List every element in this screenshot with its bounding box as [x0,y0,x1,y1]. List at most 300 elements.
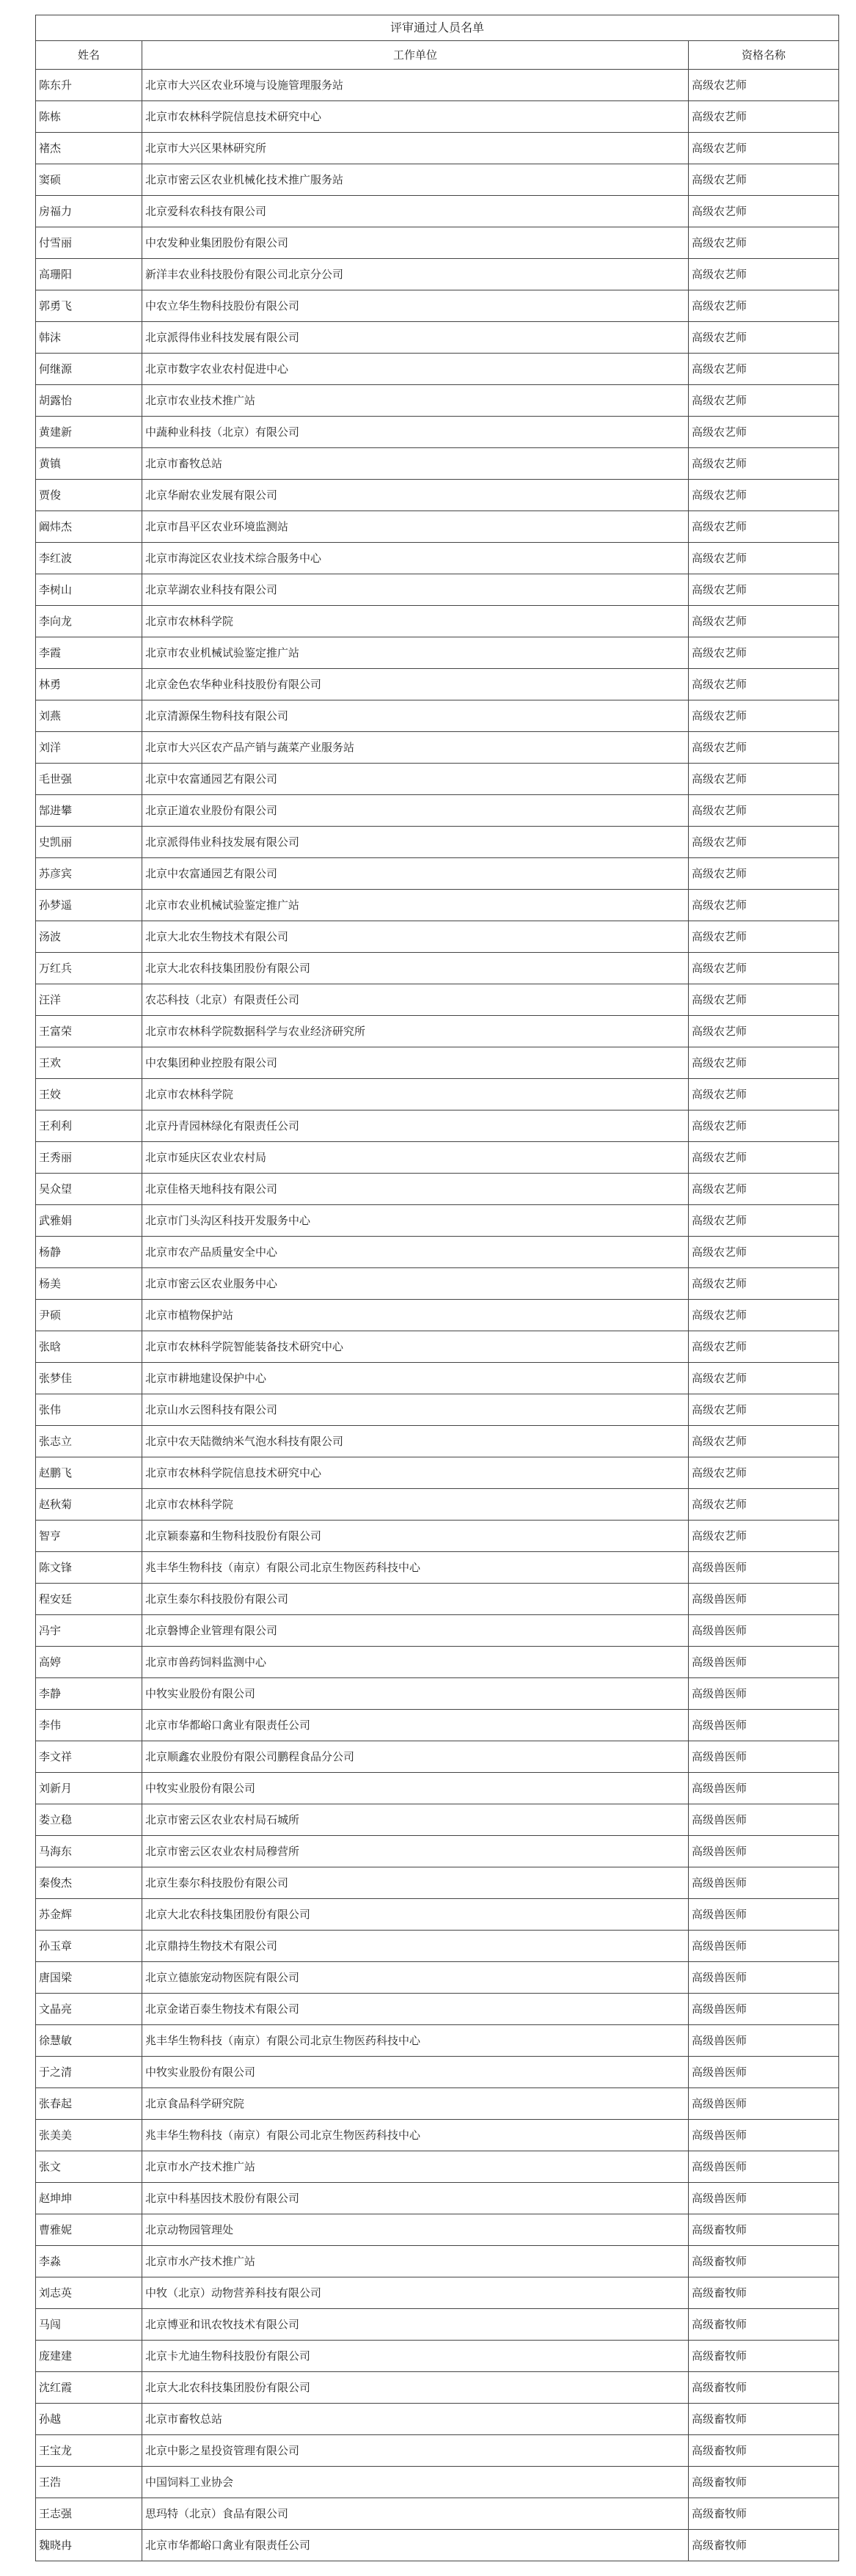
table-row [36,2151,839,2183]
table-row [36,1394,839,1426]
table-row [36,2025,839,2057]
table-row [36,1205,839,1237]
cell-employer: 中牧实业股份有限公司 [142,2057,689,2088]
cell-qualification: 高级农艺师 [689,858,839,890]
cell-employer: 北京中农天陆微纳米气泡水科技有限公司 [142,1426,689,1457]
cell-qualification: 高级兽医师 [689,1931,839,1962]
cell-employer: 北京市大兴区果林研究所 [142,133,689,164]
cell-qualification: 高级农艺师 [689,1363,839,1394]
cell-name: 张晗 [36,1331,142,1363]
cell-employer: 中农发种业集团股份有限公司 [142,227,689,259]
cell-name: 窦硕 [36,164,142,196]
cell-employer: 北京派得伟业科技发展有限公司 [142,827,689,858]
cell-name: 房福力 [36,196,142,227]
cell-qualification: 高级农艺师 [689,890,839,921]
table-row [36,858,839,890]
cell-employer: 北京金色农华种业科技股份有限公司 [142,669,689,700]
cell-employer: 北京市耕地建设保护中心 [142,1363,689,1394]
cell-name: 高珊阳 [36,259,142,290]
cell-employer: 北京派得伟业科技发展有限公司 [142,322,689,354]
cell-qualification: 高级农艺师 [689,133,839,164]
table-row [36,448,839,480]
cell-employer: 北京市农林科学院 [142,1489,689,1521]
cell-name: 付雪丽 [36,227,142,259]
cell-employer: 思玛特（北京）食品有限公司 [142,2498,689,2530]
cell-name: 汪洋 [36,984,142,1016]
cell-employer: 北京市畜牧总站 [142,448,689,480]
cell-name: 赵鹏飞 [36,1457,142,1489]
cell-name: 李向龙 [36,606,142,637]
cell-name: 庞建建 [36,2341,142,2372]
table-row [36,1678,839,1710]
cell-qualification: 高级畜牧师 [689,2246,839,2277]
cell-qualification: 高级兽医师 [689,2183,839,2214]
cell-employer: 北京市水产技术推广站 [142,2246,689,2277]
cell-name: 李伟 [36,1710,142,1741]
table-row [36,2467,839,2498]
cell-name: 智亨 [36,1521,142,1552]
table-row [36,1741,839,1773]
cell-employer: 北京中科基因技术股份有限公司 [142,2183,689,2214]
cell-name: 黄建新 [36,417,142,448]
table-row [36,2277,839,2309]
cell-employer: 北京市农林科学院信息技术研究中心 [142,1457,689,1489]
table-row [36,322,839,354]
table-row [36,2088,839,2120]
cell-name: 冯宇 [36,1615,142,1647]
table-row [36,1079,839,1110]
cell-qualification: 高级畜牧师 [689,2530,839,2561]
cell-qualification: 高级农艺师 [689,1300,839,1331]
cell-employer: 北京中影之星投资管理有限公司 [142,2435,689,2467]
cell-name: 何继源 [36,354,142,385]
cell-name: 黄镇 [36,448,142,480]
cell-qualification: 高级兽医师 [689,1994,839,2025]
cell-employer: 北京市海淀区农业技术综合服务中心 [142,543,689,574]
cell-qualification: 高级兽医师 [689,1552,839,1584]
table-row [36,2372,839,2404]
table-row [36,953,839,984]
cell-name: 胡露怡 [36,385,142,417]
cell-employer: 北京市农业技术推广站 [142,385,689,417]
cell-qualification: 高级农艺师 [689,1489,839,1521]
cell-qualification: 高级兽医师 [689,2057,839,2088]
cell-name: 杨美 [36,1268,142,1300]
cell-qualification: 高级农艺师 [689,417,839,448]
cell-employer: 北京正道农业股份有限公司 [142,795,689,827]
cell-employer: 北京磐博企业管理有限公司 [142,1615,689,1647]
cell-name: 韩沫 [36,322,142,354]
table-row [36,1426,839,1457]
cell-name: 于之清 [36,2057,142,2088]
cell-qualification: 高级农艺师 [689,448,839,480]
table-row [36,480,839,511]
cell-employer: 北京市植物保护站 [142,1300,689,1331]
table-row [36,1174,839,1205]
cell-name: 李文祥 [36,1741,142,1773]
table-row [36,795,839,827]
cell-employer: 北京市密云区农业机械化技术推广服务站 [142,164,689,196]
cell-name: 林勇 [36,669,142,700]
cell-qualification: 高级农艺师 [689,764,839,795]
cell-qualification: 高级农艺师 [689,290,839,322]
cell-name: 郭勇飞 [36,290,142,322]
table-row [36,1804,839,1836]
table-row [36,890,839,921]
cell-employer: 北京市农林科学院 [142,1079,689,1110]
cell-employer: 北京市密云区农业农村局穆营所 [142,1836,689,1867]
cell-employer: 北京爱科农科技有限公司 [142,196,689,227]
cell-employer: 北京山水云图科技有限公司 [142,1394,689,1426]
table-row [36,1615,839,1647]
cell-name: 毛世强 [36,764,142,795]
cell-name: 王姣 [36,1079,142,1110]
cell-qualification: 高级农艺师 [689,1079,839,1110]
cell-name: 陈东升 [36,70,142,101]
cell-qualification: 高级农艺师 [689,827,839,858]
table-row [36,1552,839,1584]
table-title: 评审通过人员名单 [36,15,839,41]
cell-qualification: 高级农艺师 [689,322,839,354]
cell-employer: 北京市昌平区农业环境监测站 [142,511,689,543]
cell-qualification: 高级农艺师 [689,385,839,417]
cell-employer: 新洋丰农业科技股份有限公司北京分公司 [142,259,689,290]
cell-qualification: 高级农艺师 [689,921,839,953]
table-header-row [36,41,839,70]
cell-qualification: 高级兽医师 [689,2088,839,2120]
cell-name: 王浩 [36,2467,142,2498]
cell-name: 阚炜杰 [36,511,142,543]
cell-name: 苏金辉 [36,1899,142,1931]
cell-employer: 中蔬种业科技（北京）有限公司 [142,417,689,448]
cell-qualification: 高级兽医师 [689,1647,839,1678]
cell-name: 杨静 [36,1237,142,1268]
cell-employer: 兆丰华生物科技（南京）有限公司北京生物医药科技中心 [142,1552,689,1584]
cell-employer: 北京中农富通园艺有限公司 [142,764,689,795]
cell-name: 张美美 [36,2120,142,2151]
cell-employer: 北京市数字农业农村促进中心 [142,354,689,385]
cell-name: 褚杰 [36,133,142,164]
cell-name: 赵坤坤 [36,2183,142,2214]
cell-name: 汤波 [36,921,142,953]
cell-name: 万红兵 [36,953,142,984]
table-row [36,1836,839,1867]
cell-name: 李霞 [36,637,142,669]
cell-employer: 农芯科技（北京）有限责任公司 [142,984,689,1016]
cell-qualification: 高级兽医师 [689,1867,839,1899]
cell-qualification: 高级畜牧师 [689,2309,839,2341]
cell-qualification: 高级农艺师 [689,70,839,101]
table-row [36,700,839,732]
cell-qualification: 高级兽医师 [689,1615,839,1647]
cell-employer: 北京大北农科技集团股份有限公司 [142,1899,689,1931]
table-row [36,2309,839,2341]
table-row [36,1457,839,1489]
cell-employer: 北京食品科学研究院 [142,2088,689,2120]
cell-name: 刘新月 [36,1773,142,1804]
table-row [36,606,839,637]
cell-name: 孙梦遥 [36,890,142,921]
cell-qualification: 高级兽医师 [689,1678,839,1710]
cell-qualification: 高级兽医师 [689,1804,839,1836]
cell-name: 李静 [36,1678,142,1710]
cell-name: 魏晓冉 [36,2530,142,2561]
cell-qualification: 高级农艺师 [689,1016,839,1047]
cell-employer: 北京市华都峪口禽业有限责任公司 [142,2530,689,2561]
cell-qualification: 高级农艺师 [689,1047,839,1079]
cell-employer: 北京市延庆区农业农村局 [142,1142,689,1174]
cell-qualification: 高级农艺师 [689,1174,839,1205]
cell-qualification: 高级农艺师 [689,196,839,227]
table-row [36,1584,839,1615]
cell-employer: 中牧（北京）动物营养科技有限公司 [142,2277,689,2309]
cell-name: 高婷 [36,1647,142,1678]
table-row [36,827,839,858]
cell-name: 娄立稳 [36,1804,142,1836]
cell-employer: 北京市密云区农业服务中心 [142,1268,689,1300]
cell-employer: 北京市农林科学院信息技术研究中心 [142,101,689,133]
cell-qualification: 高级农艺师 [689,637,839,669]
cell-qualification: 高级农艺师 [689,1237,839,1268]
table-row [36,385,839,417]
table-row [36,1016,839,1047]
table-row [36,669,839,700]
cell-employer: 中农集团种业控股有限公司 [142,1047,689,1079]
cell-employer: 北京市畜牧总站 [142,2404,689,2435]
cell-name: 王秀丽 [36,1142,142,1174]
table-row [36,290,839,322]
cell-qualification: 高级农艺师 [689,480,839,511]
cell-employer: 中国饲料工业协会 [142,2467,689,2498]
cell-name: 郜进攀 [36,795,142,827]
cell-qualification: 高级兽医师 [689,2025,839,2057]
cell-qualification: 高级畜牧师 [689,2214,839,2246]
cell-employer: 北京市农业机械试验鉴定推广站 [142,890,689,921]
table-row [36,2120,839,2151]
table-row [36,732,839,764]
cell-qualification: 高级农艺师 [689,259,839,290]
table-row [36,354,839,385]
cell-name: 李树山 [36,574,142,606]
cell-employer: 北京丹青园林绿化有限责任公司 [142,1110,689,1142]
table-row [36,1268,839,1300]
table-row [36,70,839,101]
table-row [36,1647,839,1678]
cell-employer: 中农立华生物科技股份有限公司 [142,290,689,322]
cell-qualification: 高级农艺师 [689,1110,839,1142]
cell-employer: 北京市大兴区农业环境与设施管理服务站 [142,70,689,101]
cell-qualification: 高级农艺师 [689,795,839,827]
cell-name: 马海东 [36,1836,142,1867]
cell-qualification: 高级农艺师 [689,1426,839,1457]
table-row [36,1300,839,1331]
cell-employer: 中牧实业股份有限公司 [142,1773,689,1804]
cell-name: 吴众望 [36,1174,142,1205]
cell-name: 孙玉章 [36,1931,142,1962]
cell-qualification: 高级兽医师 [689,1836,839,1867]
cell-qualification: 高级畜牧师 [689,2404,839,2435]
cell-name: 刘洋 [36,732,142,764]
cell-qualification: 高级农艺师 [689,164,839,196]
cell-name: 苏彦宾 [36,858,142,890]
cell-employer: 北京市华都峪口禽业有限责任公司 [142,1710,689,1741]
table-row [36,1962,839,1994]
cell-qualification: 高级农艺师 [689,227,839,259]
table-row [36,984,839,1016]
cell-employer: 北京市农业机械试验鉴定推广站 [142,637,689,669]
table-row [36,637,839,669]
cell-qualification: 高级农艺师 [689,574,839,606]
cell-name: 尹硕 [36,1300,142,1331]
cell-employer: 北京大北农科技集团股份有限公司 [142,953,689,984]
cell-name: 刘燕 [36,700,142,732]
cell-qualification: 高级农艺师 [689,1268,839,1300]
cell-employer: 北京市密云区农业农村局石城所 [142,1804,689,1836]
cell-employer: 北京中农富通园艺有限公司 [142,858,689,890]
table-row [36,1047,839,1079]
table-row [36,1489,839,1521]
table-row [36,259,839,290]
cell-employer: 北京大北农科技集团股份有限公司 [142,2372,689,2404]
table-row [36,1237,839,1268]
table-row [36,2404,839,2435]
table-row [36,511,839,543]
cell-employer: 北京华耐农业发展有限公司 [142,480,689,511]
column-header-employer: 工作单位 [142,41,689,70]
cell-name: 唐国梁 [36,1962,142,1994]
table-row [36,2435,839,2467]
cell-qualification: 高级农艺师 [689,1205,839,1237]
cell-employer: 北京苹湖农业科技有限公司 [142,574,689,606]
cell-qualification: 高级农艺师 [689,543,839,574]
cell-name: 李红波 [36,543,142,574]
table-row [36,2246,839,2277]
table-row [36,1710,839,1741]
cell-employer: 北京市农产品质量安全中心 [142,1237,689,1268]
cell-employer: 中牧实业股份有限公司 [142,1678,689,1710]
document-sheet [35,15,838,2561]
cell-qualification: 高级农艺师 [689,1142,839,1174]
cell-qualification: 高级农艺师 [689,700,839,732]
cell-employer: 北京鼎持生物技术有限公司 [142,1931,689,1962]
personnel-table [35,15,839,2561]
table-row [36,1363,839,1394]
cell-name: 张文 [36,2151,142,2183]
cell-name: 孙越 [36,2404,142,2435]
cell-name: 王志强 [36,2498,142,2530]
cell-name: 曹雅妮 [36,2214,142,2246]
cell-employer: 北京市农林科学院 [142,606,689,637]
table-row [36,2530,839,2561]
cell-qualification: 高级农艺师 [689,953,839,984]
cell-qualification: 高级农艺师 [689,669,839,700]
cell-qualification: 高级畜牧师 [689,2341,839,2372]
cell-qualification: 高级畜牧师 [689,2435,839,2467]
table-row [36,1994,839,2025]
cell-employer: 北京立德旅宠动物医院有限公司 [142,1962,689,1994]
cell-employer: 北京市农林科学院智能装备技术研究中心 [142,1331,689,1363]
cell-employer: 北京动物园管理处 [142,2214,689,2246]
cell-name: 赵秋菊 [36,1489,142,1521]
cell-name: 文晶亮 [36,1994,142,2025]
table-row [36,417,839,448]
cell-name: 陈文锋 [36,1552,142,1584]
table-row [36,196,839,227]
cell-qualification: 高级兽医师 [689,1899,839,1931]
cell-qualification: 高级农艺师 [689,1457,839,1489]
cell-qualification: 高级畜牧师 [689,2277,839,2309]
table-row [36,133,839,164]
cell-qualification: 高级农艺师 [689,1331,839,1363]
table-row [36,574,839,606]
cell-name: 王欢 [36,1047,142,1079]
cell-employer: 北京市兽药饲料监测中心 [142,1647,689,1678]
column-header-name: 姓名 [36,41,142,70]
cell-name: 张春起 [36,2088,142,2120]
cell-employer: 北京市水产技术推广站 [142,2151,689,2183]
table-row [36,543,839,574]
table-row [36,1773,839,1804]
cell-name: 李淼 [36,2246,142,2277]
cell-name: 贾俊 [36,480,142,511]
cell-name: 史凯丽 [36,827,142,858]
cell-name: 沈红霞 [36,2372,142,2404]
cell-name: 武雅娟 [36,1205,142,1237]
table-row [36,2498,839,2530]
cell-employer: 兆丰华生物科技（南京）有限公司北京生物医药科技中心 [142,2120,689,2151]
cell-qualification: 高级农艺师 [689,606,839,637]
cell-qualification: 高级农艺师 [689,511,839,543]
table-row [36,1331,839,1363]
cell-name: 张伟 [36,1394,142,1426]
table-row [36,1521,839,1552]
cell-qualification: 高级农艺师 [689,1394,839,1426]
cell-name: 程安廷 [36,1584,142,1615]
cell-qualification: 高级农艺师 [689,732,839,764]
cell-qualification: 高级农艺师 [689,1521,839,1552]
cell-qualification: 高级畜牧师 [689,2467,839,2498]
cell-employer: 北京市门头沟区科技开发服务中心 [142,1205,689,1237]
cell-qualification: 高级兽医师 [689,2151,839,2183]
cell-qualification: 高级兽医师 [689,1962,839,1994]
cell-employer: 北京清源保生物科技有限公司 [142,700,689,732]
table-row [36,1110,839,1142]
cell-employer: 北京生泰尔科技股份有限公司 [142,1584,689,1615]
cell-name: 马闯 [36,2309,142,2341]
table-row [36,921,839,953]
table-body [36,70,839,2561]
cell-qualification: 高级兽医师 [689,1584,839,1615]
table-row [36,1142,839,1174]
table-row [36,1931,839,1962]
cell-qualification: 高级畜牧师 [689,2372,839,2404]
table-row [36,227,839,259]
table-row [36,2183,839,2214]
cell-name: 陈栋 [36,101,142,133]
cell-employer: 北京颖泰嘉和生物科技股份有限公司 [142,1521,689,1552]
cell-employer: 北京博亚和讯农牧技术有限公司 [142,2309,689,2341]
cell-qualification: 高级农艺师 [689,354,839,385]
column-header-qualification: 资格名称 [689,41,839,70]
table-row [36,1867,839,1899]
table-row [36,164,839,196]
cell-employer: 北京佳格天地科技有限公司 [142,1174,689,1205]
cell-name: 张梦佳 [36,1363,142,1394]
table-title-row [36,15,839,41]
cell-qualification: 高级农艺师 [689,101,839,133]
cell-employer: 北京顺鑫农业股份有限公司鹏程食品分公司 [142,1741,689,1773]
cell-employer: 北京金诺百泰生物技术有限公司 [142,1994,689,2025]
